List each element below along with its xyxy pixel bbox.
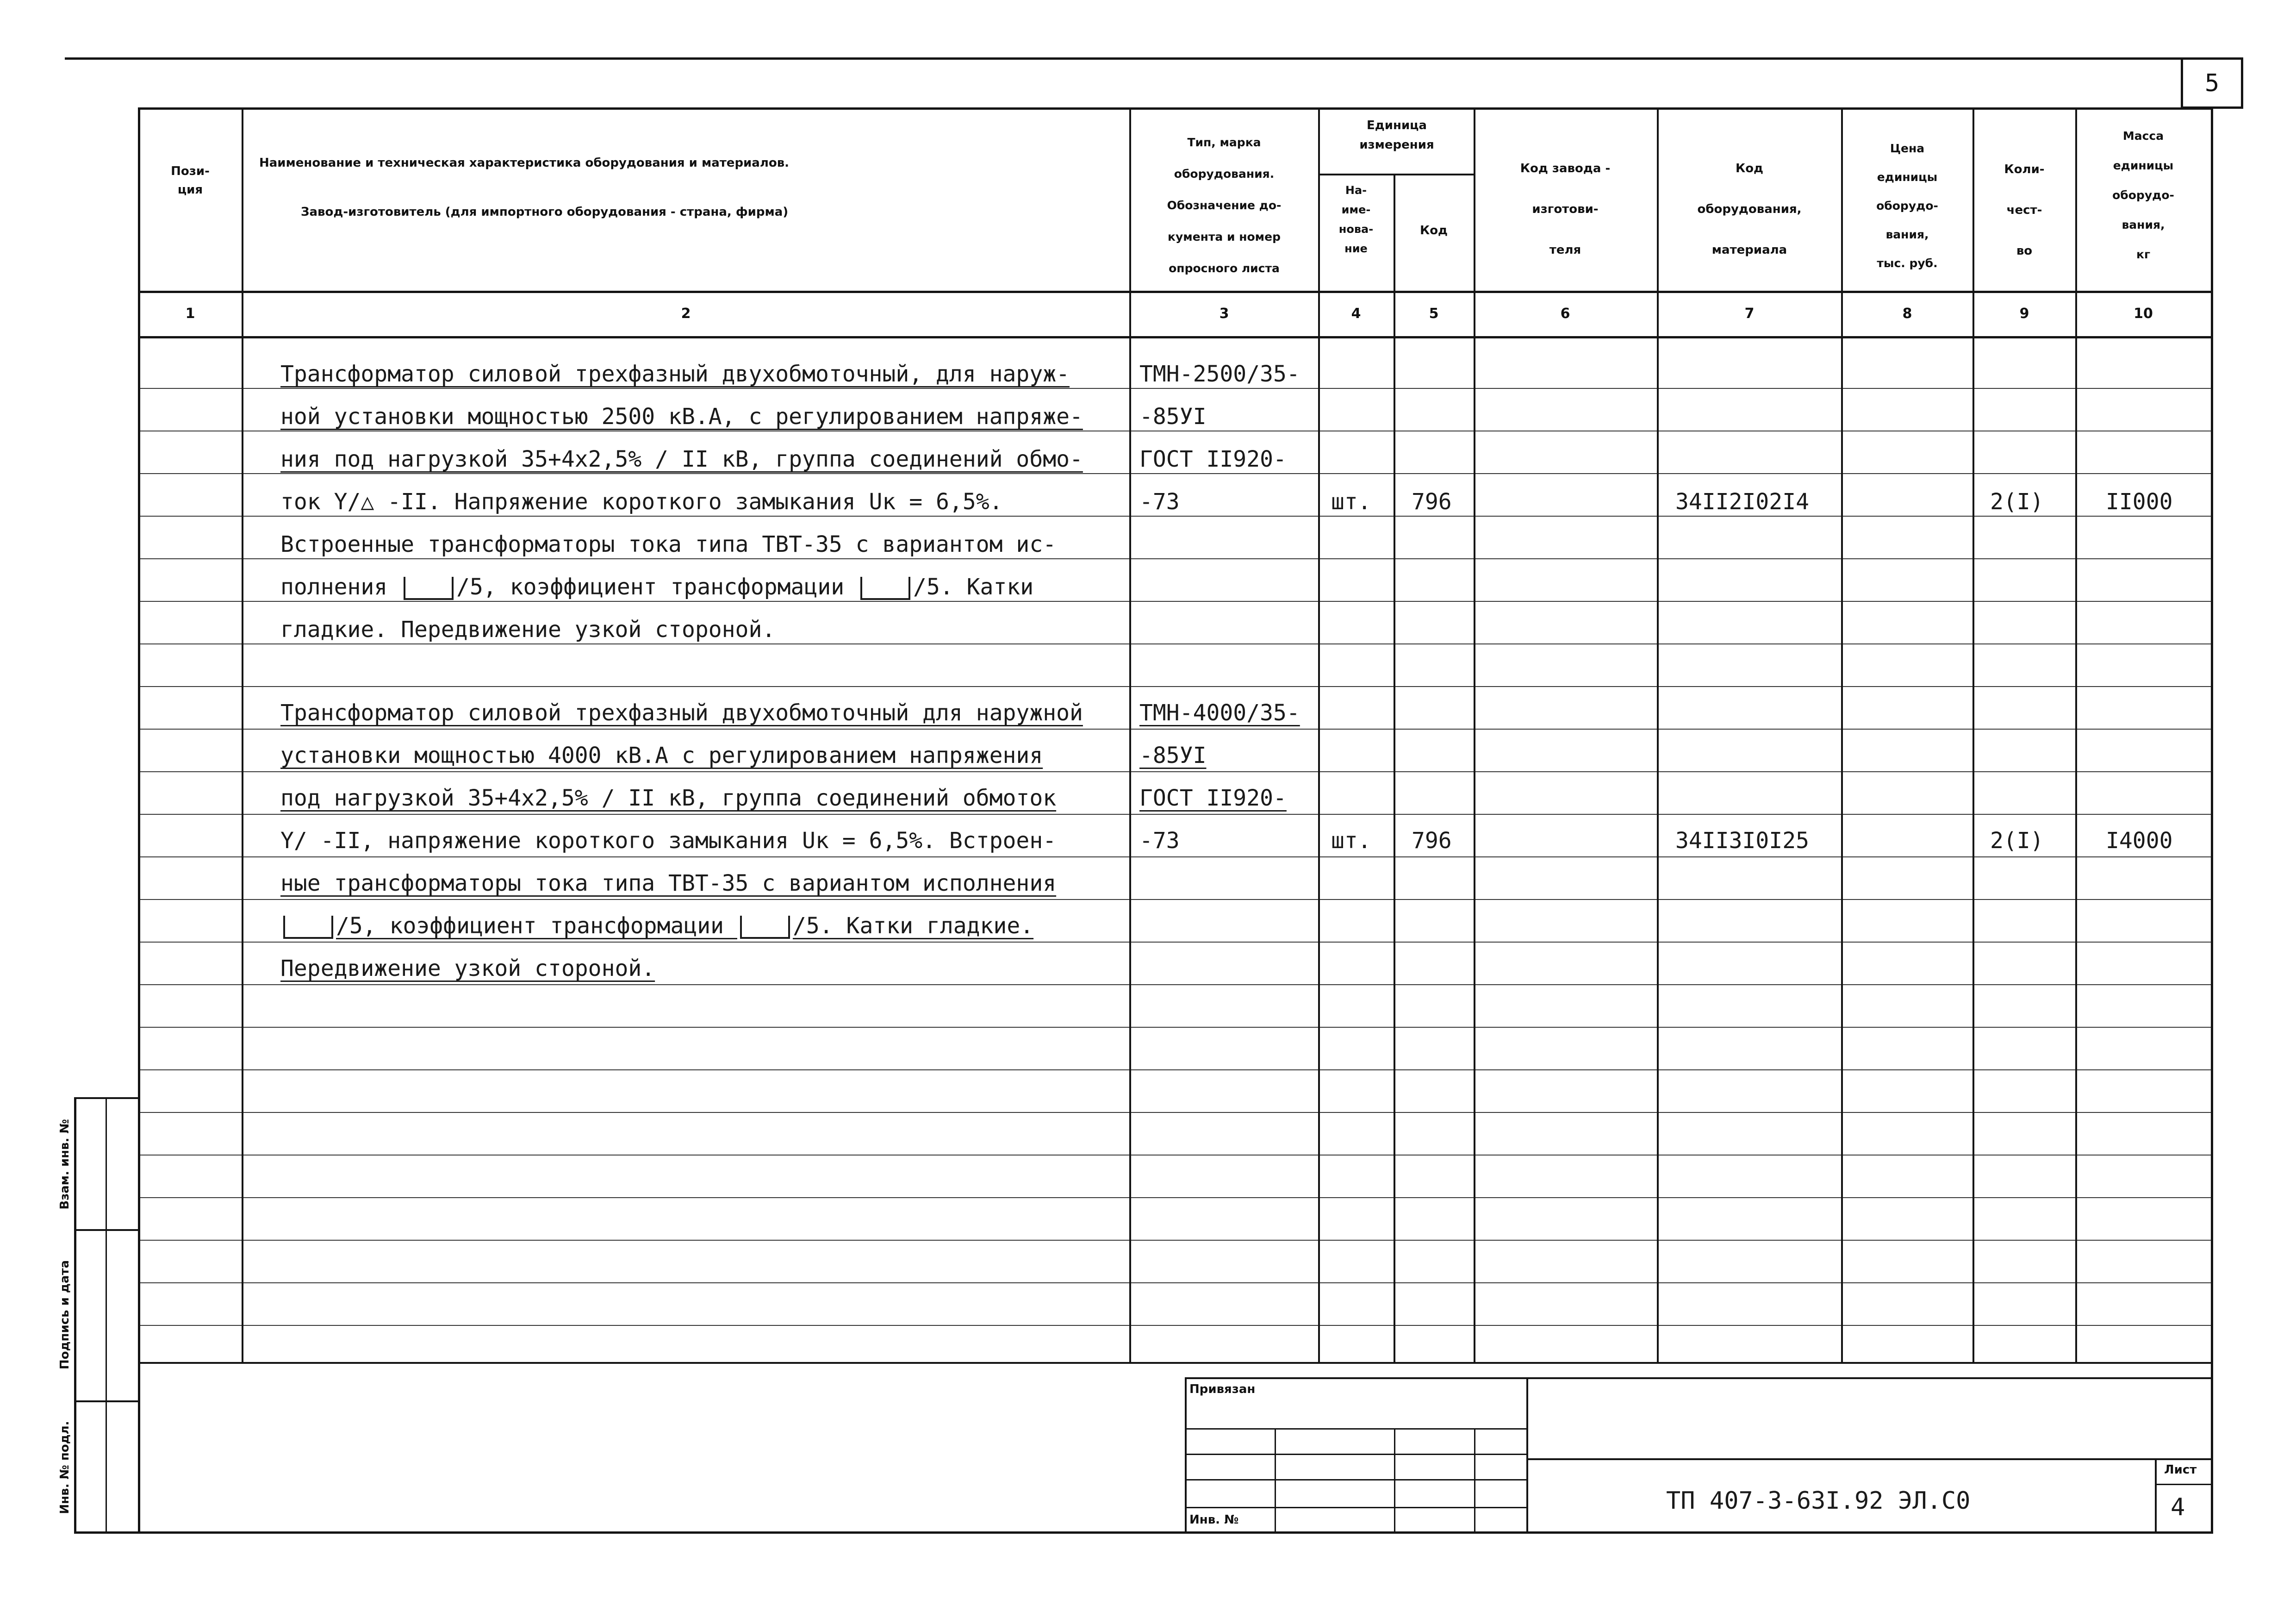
header-unit: Единица измерения — [1359, 119, 1434, 152]
item1-unit: шт. — [1331, 489, 1371, 515]
blank-box — [404, 577, 454, 600]
item1-desc-line6 — [280, 566, 1033, 608]
row-divider — [138, 1325, 2213, 1326]
row-divider — [138, 1240, 2213, 1241]
item1-unit-code: 796 — [1412, 489, 1452, 515]
row-divider — [138, 1197, 2213, 1198]
header-price: Цена единицы оборудо- вания, тыс. руб. — [1876, 142, 1938, 270]
item2-type-line1: ТМН-4000/35- — [1139, 700, 1300, 726]
header-plant-code: Код завода - изготови- теля — [1520, 162, 1611, 257]
column-divider — [1841, 107, 1843, 1363]
item2-desc-line6 — [280, 905, 1033, 947]
item2-equip-code: 34II3I0I25 — [1675, 828, 1809, 854]
item1-desc-line6-c: /5. Катки — [913, 574, 1034, 600]
stamp-list-label: Лист — [2164, 1463, 2197, 1477]
row-divider — [138, 1282, 2213, 1283]
item2-desc-line6-b: /5, коэффициент трансформации — [336, 913, 737, 939]
item1-desc-line1: Трансформатор силовой трехфазный двухобмоточный, для наруж- — [280, 361, 1070, 387]
header-unit-name: На- име- нова- ние — [1338, 184, 1374, 255]
header-unit-code: Код — [1419, 224, 1448, 237]
column-divider — [1972, 107, 1974, 1363]
blank-box — [860, 577, 910, 600]
margin-podpis-data: Подпись и дата — [58, 1260, 72, 1370]
item1-mass: II000 — [2106, 489, 2173, 515]
item1-type-line2: -85УI — [1139, 404, 1207, 430]
margin-vzam-inv: Взам. инв. № — [58, 1119, 72, 1210]
item1-desc-line4: ток Y/△ -II. Напряжение короткого замыкания Uк = 6,5%. — [280, 489, 1003, 515]
item1-quantity: 2(I) — [1990, 489, 2044, 515]
row-divider — [138, 686, 2213, 687]
item1-equip-code: 34II2I02I4 — [1675, 489, 1809, 515]
item2-desc-line2: установки мощностью 4000 кВ.А с регулированием напряжения — [280, 743, 1043, 768]
document-code: ТП 407-3-63I.92 ЭЛ.С0 — [1666, 1487, 1971, 1515]
item1-desc-line5: Встроенные трансформаторы тока типа ТВТ-35 с вариантом ис- — [280, 531, 1057, 557]
column-divider — [2075, 107, 2077, 1363]
row-divider — [138, 1069, 2213, 1070]
sheet-number: 5 — [2204, 69, 2220, 97]
colnum-3: 3 — [1219, 306, 1229, 322]
header-position: Пози- ция — [171, 164, 210, 197]
item2-desc-line4: Y/ -II, напряжение короткого замыкания Uк = 6,5%. Встроен- — [280, 828, 1057, 854]
row-divider — [138, 1027, 2213, 1028]
column-divider — [1657, 107, 1659, 1363]
item2-type-line3: ГОСТ II920- — [1139, 785, 1287, 811]
item1-type-line4: -73 — [1139, 489, 1180, 515]
item2-type-line2: -85УI — [1139, 743, 1207, 768]
margin-inv-podl: Инв. № подл. — [58, 1421, 72, 1514]
header-type: Тип, марка оборудования. Обозначение до- кумента и номер опросного листа — [1167, 136, 1282, 275]
item1-desc-line6-b: /5, коэффициент трансформации — [456, 574, 858, 600]
header-equip-code: Код оборудования, материала — [1697, 162, 1802, 257]
item1-desc-line7: гладкие. Передвижение узкой стороной. — [280, 617, 776, 643]
stamp-privyazan: Привязан — [1189, 1382, 1256, 1396]
colnum-10: 10 — [2134, 306, 2153, 322]
item2-unit: шт. — [1331, 828, 1371, 854]
item2-desc-line3: под нагрузкой 35+4х2,5% / II кВ, группа соединений обмоток — [280, 785, 1057, 811]
item2-desc-line5: ные трансформаторы тока типа ТВТ-35 с вариантом исполнения — [280, 870, 1057, 896]
item2-desc-line6-c: /5. Катки гладкие. — [792, 913, 1034, 939]
column-divider — [1129, 107, 1131, 1363]
blank-box — [740, 916, 790, 939]
item2-type-line4: -73 — [1139, 828, 1180, 854]
item2-unit-code: 796 — [1412, 828, 1452, 854]
item2-desc-line1: Трансформатор силовой трехфазный двухобмоточный для наружной — [280, 700, 1083, 726]
header-quantity: Коли- чест- во — [2004, 162, 2045, 258]
column-divider — [1474, 107, 1475, 1363]
colnum-4: 4 — [1351, 306, 1361, 322]
table-body-bottom — [138, 1362, 2213, 1364]
row-divider — [138, 1155, 2213, 1156]
column-divider — [1394, 175, 1395, 1363]
stamp-inv-no: Инв. № — [1189, 1513, 1239, 1527]
item1-desc-line6-a: полнения — [280, 574, 401, 600]
colnum-7: 7 — [1744, 306, 1755, 322]
column-divider — [242, 107, 243, 1363]
header-name-line1: Наименование и техническая характеристика оборудования и материалов. — [259, 156, 790, 170]
item1-type-line1: ТМН-2500/35- — [1139, 361, 1300, 387]
item2-quantity: 2(I) — [1990, 828, 2044, 854]
header-name-line2: Завод-изготовитель (для импортного оборудования - страна, фирма) — [301, 205, 789, 219]
item1-desc-line3: ния под нагрузкой 35+4х2,5% / II кВ, группа соединений обмо- — [280, 446, 1083, 472]
colnum-1: 1 — [185, 306, 195, 322]
row-divider — [138, 1112, 2213, 1113]
item1-desc-line2: ной установки мощностью 2500 кВ.А, с регулированием напряже- — [280, 404, 1083, 430]
colnum-9: 9 — [2019, 306, 2029, 322]
column-divider — [1318, 107, 1320, 1363]
item1-type-line3: ГОСТ II920- — [1139, 446, 1287, 472]
item2-mass: I4000 — [2106, 828, 2173, 854]
colnum-5: 5 — [1429, 306, 1439, 322]
blank-box — [283, 916, 333, 939]
colnum-2: 2 — [681, 306, 691, 322]
colnum-8: 8 — [1902, 306, 1912, 322]
item2-desc-line7: Передвижение узкой стороной. — [280, 956, 655, 981]
header-mass: Масса единицы оборудо- вания, кг — [2112, 129, 2174, 261]
colnum-6: 6 — [1560, 306, 1570, 322]
stamp-list-number: 4 — [2171, 1493, 2185, 1521]
